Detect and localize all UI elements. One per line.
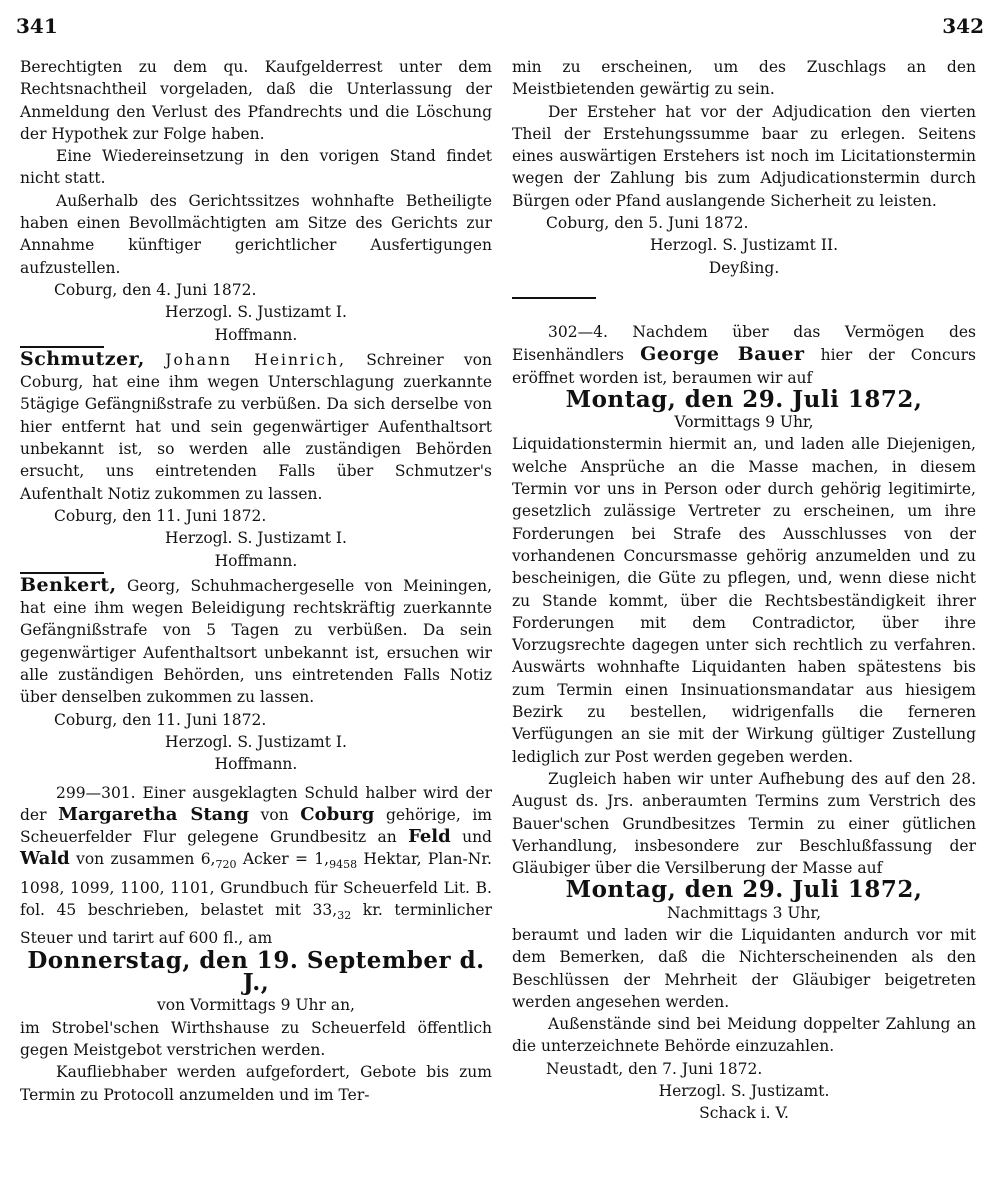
notice-signer: Deyßing.	[708, 258, 780, 277]
notice-office: Herzogl. S. Justizamt I.	[165, 303, 347, 322]
notice-benkert	[20, 574, 492, 709]
notice-date: Coburg, den 11. Juni 1872.	[54, 710, 267, 729]
notice-text: und	[462, 828, 492, 847]
notice-date: Neustadt, den 7. Juni 1872.	[546, 1059, 763, 1078]
paragraph: Der Ersteher hat vor der Adjudication den vierten Theil der Erstehungssumme baar zu erlegen. Seitens eines auswärtigen Erstehers ist noch im Licitationstermin wegen der Zahlung bis zum Adjudicationstermin durch Bürgen oder Pfand auslangende Sicherheit zu leisten.	[512, 102, 976, 210]
notice-text: von	[260, 805, 289, 824]
notice-date: Coburg, den 4. Juni 1872.	[54, 280, 257, 299]
notice-office: Herzogl. S. Justizamt I.	[165, 732, 347, 751]
hearing-date-headline: Montag, den 29. Juli 1872,	[565, 385, 923, 413]
notice-date: Coburg, den 11. Juni 1872.	[54, 506, 267, 525]
meeting-date-headline: Montag, den 29. Juli 1872,	[565, 876, 923, 904]
auction-date-headline: Donnerstag, den 19. September d. J.,	[27, 946, 485, 997]
notice-text: hier der Concurs eröffnet worden ist, beraumen wir auf	[512, 346, 976, 387]
paragraph: Zugleich haben wir unter Aufhebung des auf den 28. August ds. Jrs. anberaumten Termins zum Verstrich des Bauer'schen Grundbesitzes Termin zu einer gütlichen Verhandlung, insbesondere zur Beschlußfassung der Gläubiger über die Versilberung der Masse auf	[512, 769, 976, 878]
notice-office: Herzogl. S. Justizamt.	[658, 1082, 830, 1101]
paragraph: Außerhalb des Gerichtssitzes wohnhafte Betheiligte haben einen Bevollmächtigten am Sitze des Gerichts zur Annahme künftiger gerichtlicher Ausfertigungen aufzustellen.	[20, 191, 492, 277]
paragraph: min zu erscheinen, um des Zuschlags an den Meistbietenden gewärtig zu sein.	[512, 58, 976, 99]
feld-word: Feld	[408, 826, 451, 848]
paragraph: beraumt und laden wir die Liquidanten andurch vor mit dem Bemerken, daß die Nichterscheinenden als den Beschlüssen der Mehrheit der Gläubiger beigetreten werden angesehen werden.	[512, 925, 976, 1011]
notice-text: Schreiner von Coburg, hat eine ihm wegen Unterschlagung zuerkannte 5tägige Gefängnißstrafe zu verbüßen. Da sich derselbe von hier entfernt hat und sein gegenwärtiger Aufenthaltsort unbekannt ist, so werden alle zuständigen Behörden ersucht, uns eintretenden Falls über Schmutzer's Aufenthalt Notiz zukommen zu lassen.	[20, 350, 492, 503]
paragraph: Kaufliebhaber werden aufgefordert, Gebote bis zum Termin zu Protocoll anzumelden und im Ter-	[20, 1063, 492, 1104]
notice-text: gehörige, im Scheuerfelder Flur gelegene Grundbesitz an	[20, 805, 492, 847]
notice-text: 302—4. Nachdem über das Vermögen des Eisenhändlers	[512, 322, 976, 365]
person-name: Schmutzer,	[20, 347, 145, 370]
page-number-left: 341	[16, 14, 58, 38]
place-name: Coburg	[300, 803, 375, 825]
notice-schmutzer	[20, 348, 492, 505]
notice-text: Schuhmachergeselle von Meiningen, hat eine ihm wegen Beleidigung rechtskräftig zuerkannte Gefängnißstrafe von 5 Tagen zu verbüßen. Da sein gegenwärtiger Aufenthaltsort unbekannt ist, ersuchen wir alle zuständigen Behörden, uns eintretenden Falls Notiz über denselben zukommen zu lassen.	[20, 576, 492, 707]
hearing-time: Vormittags 9 Uhr,	[674, 413, 814, 432]
paragraph: Eine Wiedereinsetzung in den vorigen Stand findet nicht statt.	[20, 147, 492, 188]
notice-text: Hektar, Plan-Nr. 1098, 1099, 1100, 1101, Grundbuch für Scheuerfeld Lit. B. fol. 45 beschrieben, belastet mit 33,	[20, 850, 492, 920]
person-name: Benkert,	[20, 573, 117, 596]
notice-text: 299—301. Einer ausgeklagten Schuld halber wird der der	[20, 783, 492, 824]
divider-rule	[512, 297, 596, 299]
paragraph: Außenstände sind bei Meidung doppelter Zahlung an die unterzeichnete Behörde einzuzahlen.	[512, 1015, 976, 1056]
decimal-subscript: 720	[215, 858, 237, 872]
notice-office: Herzogl. S. Justizamt I.	[165, 529, 347, 548]
left-column	[20, 56, 492, 1106]
wald-word: Wald	[20, 848, 70, 870]
person-name: George Bauer	[640, 343, 805, 366]
auction-time: von Vormittags 9 Uhr an,	[157, 996, 355, 1015]
paragraph: im Strobel'schen Wirthshause zu Scheuerfeld öffentlich gegen Meistgebot verstrichen werden.	[20, 1018, 492, 1059]
right-column	[512, 56, 976, 1125]
decimal-subscript: 9458	[329, 858, 358, 872]
paragraph: Liquidationstermin hiermit an, und laden alle Diejenigen, welche Ansprüche an die Masse machen, in diesem Termin vor uns in Person oder durch gehörig legitimirte, gesetzlich zulässige Vertreter zu erscheinen, um ihre Forderungen bei Strafe des Ausschlusses von der vorhandenen Concursmasse gehörig anzumelden und zu bescheinigen, die Güte zu pflegen, und, wenn diese nicht zu Stande kommt, über die Rechtsbeständigkeit ihrer Forderungen mit dem Contradictor, über ihre Vorzugsrechte dagegen unter sich rechtlich zu verfahren. Auswärts wohnhafte Liquidanten haben spätestens bis zum Termin einen Insinuationsmandatar aus hiesigem Bezirk zu bestellen, widrigenfalls die ferneren Verfügungen an sie mit der Wirkung gültiger Zustellung lediglich zur Post werden gegeben werden.	[512, 435, 976, 766]
notice-text: Acker = 1,	[242, 850, 330, 869]
notice-text: von zusammen 6,	[76, 850, 216, 869]
owner-name: Margaretha Stang	[58, 803, 250, 825]
notice-bauer	[512, 321, 976, 389]
paragraph: Berechtigten zu dem qu. Kaufgelderrest unter dem Rechtsnachtheil vorgeladen, daß die Unterlassung der Anmeldung den Verlust des Pfandrechts und die Löschung der Hypothek zur Folge haben.	[20, 58, 492, 143]
notice-signer: Hoffmann.	[214, 551, 298, 570]
notice-signer: Hoffmann.	[214, 755, 298, 774]
meeting-time: Nachmittags 3 Uhr,	[666, 903, 822, 922]
notice-signer: Schack i. V.	[699, 1104, 789, 1123]
notice-signer: Hoffmann.	[214, 325, 298, 344]
page-number-right: 342	[942, 14, 984, 38]
notice-auction	[20, 782, 492, 950]
notice-date: Coburg, den 5. Juni 1872.	[546, 214, 749, 233]
decimal-subscript: 32	[337, 909, 352, 923]
notice-office: Herzogl. S. Justizamt II.	[649, 236, 839, 255]
given-name: Johann Heinrich,	[165, 350, 346, 369]
notice-text: kr. terminlicher Steuer und tarirt auf 600 fl., am	[20, 901, 493, 948]
given-name: Georg,	[127, 576, 181, 595]
